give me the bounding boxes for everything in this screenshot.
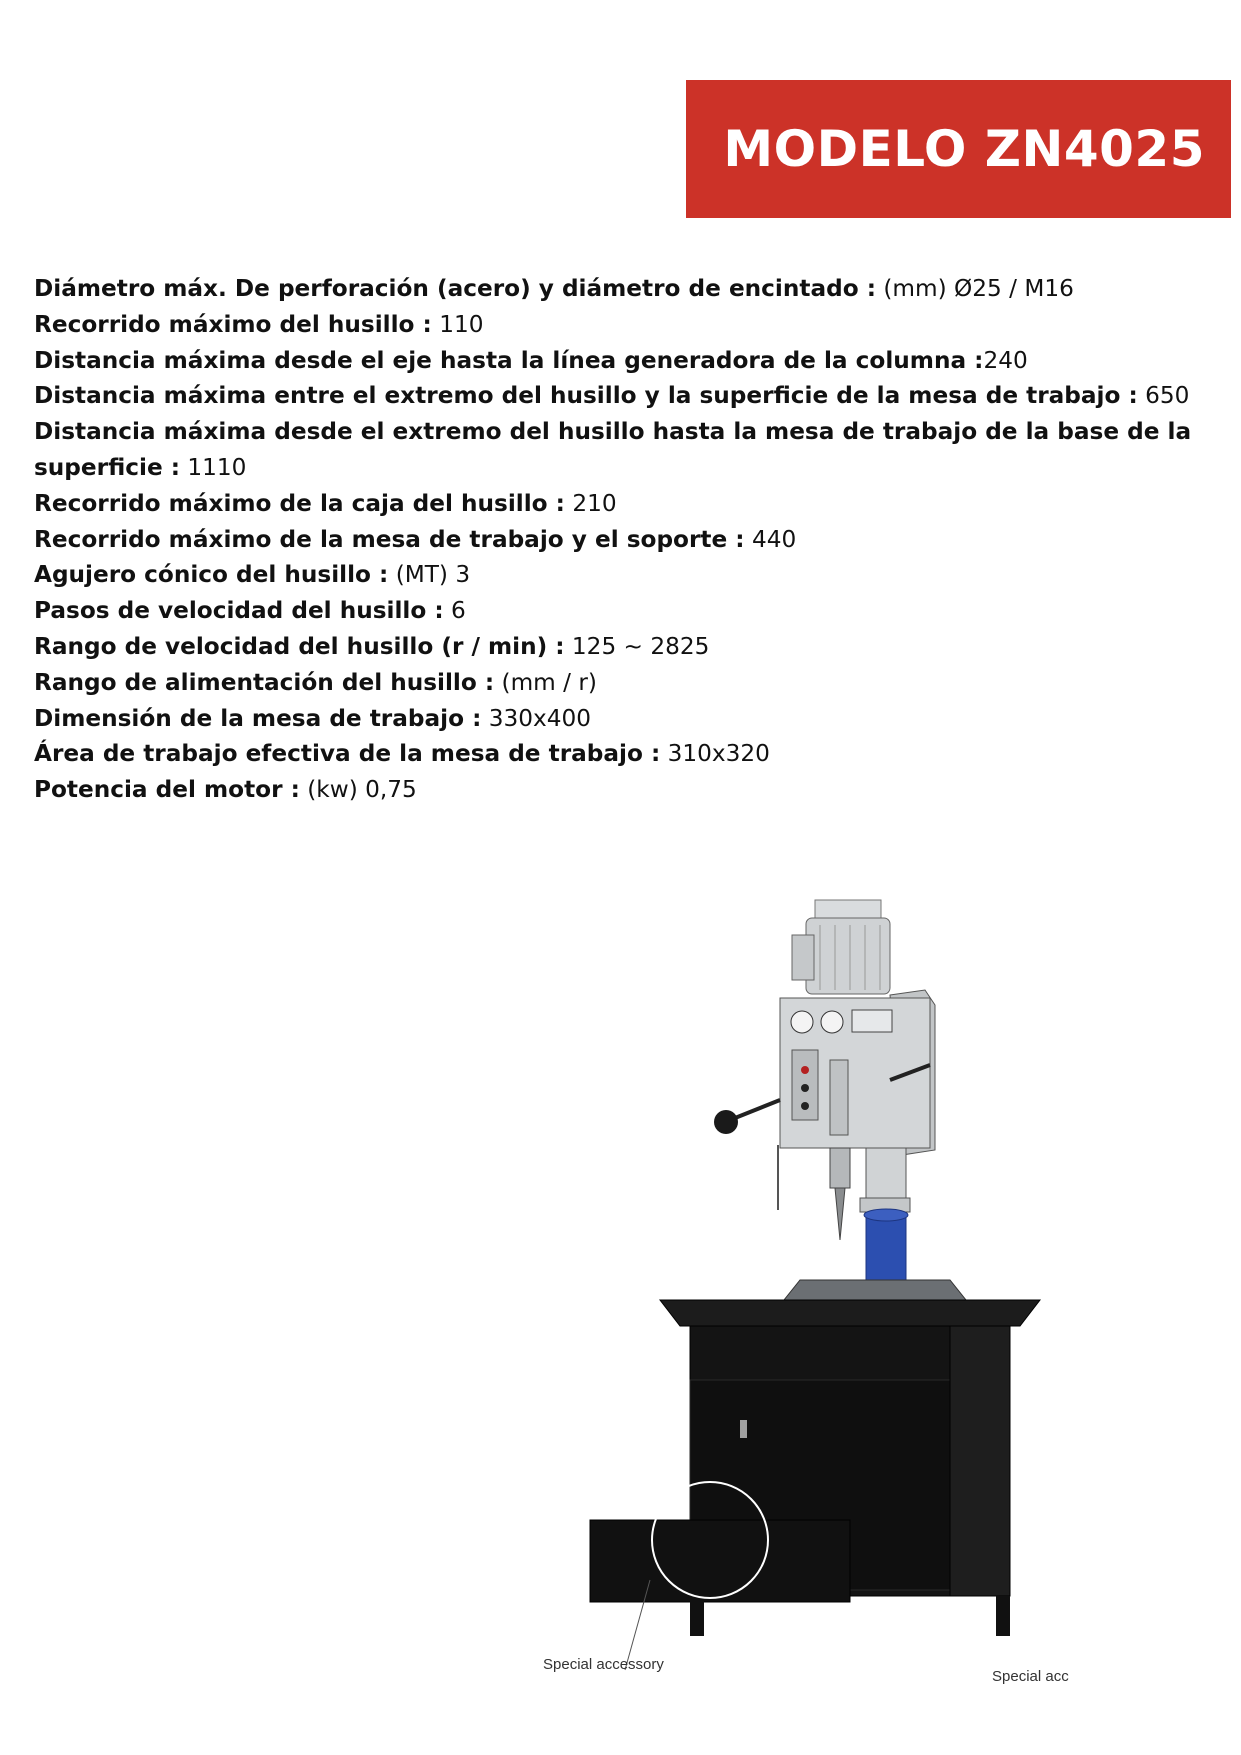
motor-cap	[815, 900, 881, 918]
spec-label: Potencia del motor :	[34, 776, 300, 804]
spec-value: 650	[1137, 382, 1190, 410]
spec-value: (MT) 3	[388, 561, 471, 589]
gauge-icon	[791, 1011, 813, 1033]
handwheel-knob	[714, 1110, 738, 1134]
spec-label: Distancia máxima desde el eje hasta la línea generadora de la columna :	[34, 346, 984, 374]
spec-label: Pasos de velocidad del husillo :	[34, 597, 444, 625]
spec-label: Distancia máxima entre el extremo del husillo y la superficie de la mesa de trabajo :	[34, 382, 1138, 410]
spec-item	[34, 629, 1214, 665]
spec-value: (mm) Ø25 / M16	[876, 275, 1074, 302]
base-plinth	[590, 1520, 850, 1602]
spec-value: 6	[443, 597, 466, 625]
model-title: MODELO ZN4025	[723, 120, 1205, 178]
spec-item	[34, 665, 1214, 701]
spec-item	[34, 701, 1214, 737]
spec-item	[34, 772, 1214, 808]
spec-list	[34, 271, 1214, 808]
gauge-icon	[821, 1011, 843, 1033]
spec-item	[34, 557, 1214, 593]
figure-caption: Special accessory	[543, 1656, 664, 1673]
spec-label: Recorrido máximo del husillo :	[34, 310, 432, 338]
spec-label: Recorrido máximo de la caja del husillo :	[34, 489, 565, 517]
spec-value: 440	[744, 525, 797, 553]
nameplate	[852, 1010, 892, 1032]
spec-label: Rango de alimentación del husillo :	[34, 668, 495, 696]
spec-value: 1110	[180, 453, 247, 481]
spec-label: Rango de velocidad del husillo (r / min) :	[34, 632, 565, 660]
spec-item	[34, 271, 1214, 307]
column	[866, 1215, 906, 1280]
spec-value: 330x400	[481, 704, 591, 732]
spec-item	[34, 522, 1214, 558]
spec-label: Diámetro máx. De perforación (acero) y diámetro de encintado :	[34, 275, 876, 302]
door-handle	[740, 1420, 747, 1438]
spec-label: Agujero cónico del husillo :	[34, 561, 389, 589]
spec-label: Área de trabajo efectiva de la mesa de trabajo :	[34, 740, 661, 768]
spec-label: Dimensión de la mesa de trabajo :	[34, 704, 482, 732]
spec-item	[34, 486, 1214, 522]
spec-label: Distancia máxima desde el extremo del husillo hasta la mesa de trabajo de la base de la superficie :	[34, 418, 1192, 481]
figure-caption: Special acc	[992, 1668, 1069, 1685]
drill-press-illustration	[530, 880, 1150, 1700]
coolant-tray	[660, 1300, 1040, 1326]
spec-item	[34, 736, 1214, 772]
spec-value: 240	[983, 346, 1028, 374]
spec-item	[34, 307, 1214, 343]
spec-item	[34, 414, 1214, 486]
spec-item	[34, 343, 1214, 379]
spec-value: 125 ~ 2825	[564, 632, 710, 660]
spec-value: (kw) 0,75	[299, 776, 417, 804]
spec-value: 310x320	[660, 740, 770, 768]
spec-value: 210	[564, 489, 617, 517]
model-header-banner	[686, 80, 1231, 218]
spec-item	[34, 593, 1214, 629]
spec-label: Recorrido máximo de la mesa de trabajo y el soporte :	[34, 525, 745, 553]
motor	[806, 918, 890, 994]
spec-item	[34, 378, 1214, 414]
drill-bit	[835, 1188, 845, 1240]
spec-value: (mm / r)	[494, 668, 597, 696]
spec-value: 110	[431, 310, 484, 338]
